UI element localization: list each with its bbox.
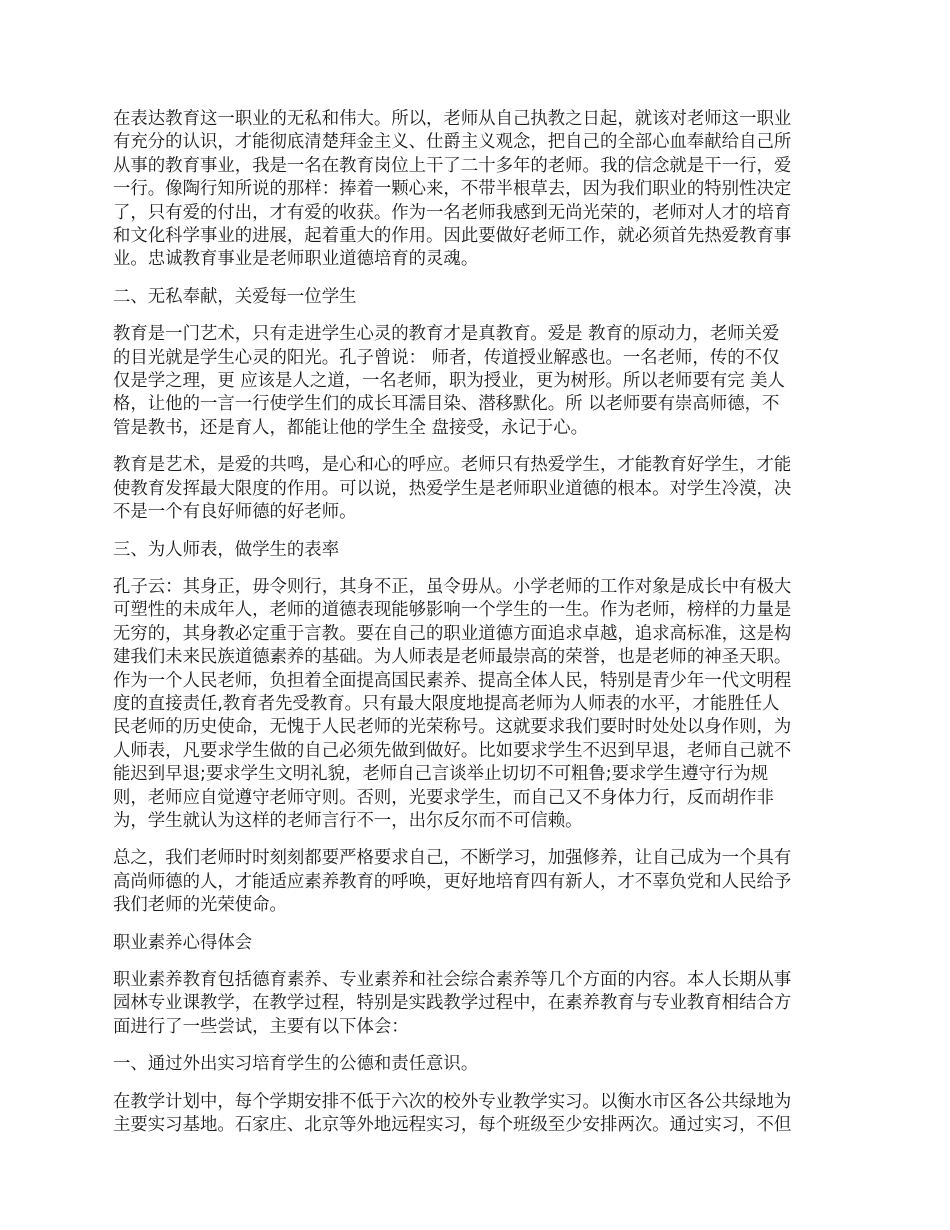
section-heading-role-model: 三、为人师表，做学生的表率 <box>113 539 340 560</box>
section-heading-professional-quality: 职业素养心得体会 <box>113 932 253 953</box>
paragraph-dedication: 在表达教育这一职业的无私和伟大。所以，老师从自己执教之日起，就该对老师这一职业 有充分的认识，才能彻底清楚拜金主义、仕爵主义观念，把自己的全部心血奉献给自己所 从事的教育事业，我是一名在教育岗位上干了二十多年的老师。我的信念就是干一行，爱 一行。像陶行知所说的那样：捧着一颗心来，不带半根草去，因为我们职业的特别性决定 了，只有爱的付出，才有爱的收获。作为一名老师我感到无尚光荣的，老师对人才的培育 和文化科学事业的进展，起着重大的作用。因此要做好老师工作，就必须首先热爱教育事 业。忠诚教育事业是老师职业道德培育的灵魂。 <box>113 109 792 270</box>
paragraph-confucius: 孔子云：其身正，毋令则行，其身不正，虽令毋从。小学老师的工作对象是成长中有极大 可塑性的未成年人，老师的道德表现能够影响一个学生的一生。作为老师，榜样的力量是 无穷的，其身教必定重于言教。要在自己的职业道德方面追求卓越，追求高标准，这是构 建我们未来民族道德素养的基础。为人师表是老师最崇高的荣誉，也是老师的神圣天职。 作为一个人民老师，负担着全面提高国民素养、提高全体人民，特别是青少年一代文明程 度的直接责任,教育者先受教育。只有最大限度地提高老师为人师表的水平，才能胜任人 民老师的历史使命，无愧于人民老师的光荣称号。这就要求我们要时时处处以身作则，为 人师表，凡要求学生做的自己必须先做到做好。比如要求学生不迟到早退，老师自己就不 能迟到早退;要求学生文明礼貌，老师自己言谈举止切切不可粗鲁;要求学生遵守行为规 则，老师应自觉遵守老师守则。否则，光要求学生，而自己又不身体力行，反而胡作非 为，学生就认为这样的老师言行不一，出尔反尔而不可信赖。 <box>113 576 792 831</box>
document-body <box>113 108 843 1151</box>
paragraph-quality-education: 职业素养教育包括德育素养、专业素养和社会综合素养等几个方面的内容。本人长期从事 园林专业课教学，在教学过程，特别是实践教学过程中，在素养教育与专业教育相结合方 面进行了一些尝试，主要有以下体会： <box>113 970 792 1037</box>
section-heading-internship: 一、通过外出实习培育学生的公德和责任意识。 <box>113 1054 479 1075</box>
section-heading-selfless-dedication: 二、无私奉献，关爱每一位学生 <box>113 286 357 307</box>
paragraph-conclusion: 总之，我们老师时时刻刻都要严格要求自己，不断学习，加强修养，让自己成为一个具有 高尚师德的人，才能适应素养教育的呼唤，更好地培育四有新人，才不辜负党和人民给予 我们老师的光荣使命。 <box>113 848 792 916</box>
paragraph-love-resonance: 教育是艺术，是爱的共鸣，是心和心的呼应。老师只有热爱学生，才能教育好学生，才能 使教育发挥最大限度的作用。可以说，热爱学生是老师职业道德的根本。对学生冷漠，决 不是一个有良好师德的好老师。 <box>113 455 792 523</box>
paragraph-teaching-plan: 在教学计划中，每个学期安排不低于六次的校外专业教学实习。以衡水市区各公共绿地为 主要实习基地。石家庄、北京等外地远程实习，每个班级至少安排两次。通过实习，不但 <box>113 1091 792 1136</box>
paragraph-education-art: 教育是一门艺术，只有走进学生心灵的教育才是真教育。爱是 教育的原动力，老师关爱 的目光就是学生心灵的阳光。孔子曾说： 师者，传道授业解惑也。一名老师，传的不仅 仅是学之理，更 应该是人之道，一名老师，职为授业，更为树形。所以老师要有完 美人 格，让他的一言一行使学生们的成长耳濡目染、潜移默化。所 以老师要有崇高师德，不 管是教书，还是育人，都能让他的学生全 盘接受，永记于心。 <box>113 324 785 438</box>
